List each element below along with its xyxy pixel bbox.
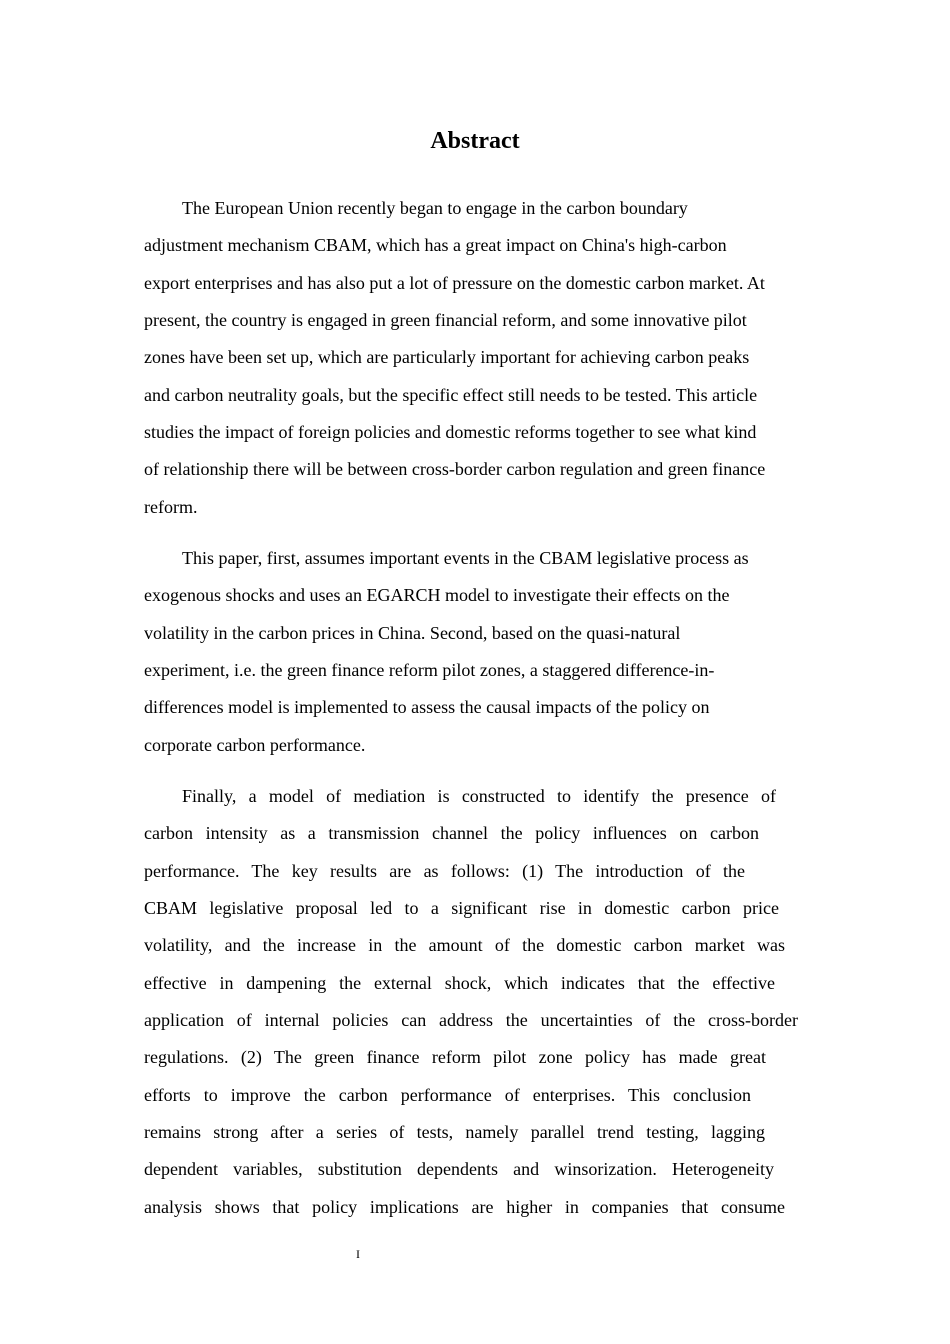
page-number: I xyxy=(356,1247,360,1261)
text-line: application of internal policies can address the uncertainties of the cross-border xyxy=(144,1010,798,1030)
text-line: analysis shows that policy implications are higher in companies that consume xyxy=(144,1197,785,1217)
text-line: Finally, a model of mediation is constructed to identify the presence of xyxy=(182,786,776,806)
text-line: differences model is implemented to assess the causal impacts of the policy on xyxy=(144,697,710,717)
text-line: corporate carbon performance. xyxy=(144,735,366,755)
text-line: remains strong after a series of tests, namely parallel trend testing, lagging xyxy=(144,1122,765,1142)
text-line: This paper, first, assumes important events in the CBAM legislative process as xyxy=(182,548,749,568)
text-line: present, the country is engaged in green financial reform, and some innovative pilot xyxy=(144,310,747,330)
text-line: performance. The key results are as follows: (1) The introduction of the xyxy=(144,861,745,881)
text-line: zones have been set up, which are particularly important for achieving carbon peaks xyxy=(144,347,750,367)
text-line: regulations. (2) The green finance reform pilot zone policy has made great xyxy=(144,1047,766,1067)
text-line: efforts to improve the carbon performance of enterprises. This conclusion xyxy=(144,1085,751,1105)
text-line: reform. xyxy=(144,497,198,517)
text-line: of relationship there will be between cross-border carbon regulation and green finance xyxy=(144,459,766,479)
text-line: experiment, i.e. the green finance reform pilot zones, a staggered difference-in- xyxy=(144,660,715,680)
text-line: effective in dampening the external shock, which indicates that the effective xyxy=(144,973,775,993)
text-line: volatility, and the increase in the amount of the domestic carbon market was xyxy=(144,935,785,955)
text-line: The European Union recently began to engage in the carbon boundary xyxy=(182,198,688,218)
text-line: and carbon neutrality goals, but the specific effect still needs to be tested. This article xyxy=(144,385,758,405)
text-line: CBAM legislative proposal led to a significant rise in domestic carbon price xyxy=(144,898,779,918)
text-line: studies the impact of foreign policies and domestic reforms together to see what kind xyxy=(144,422,757,442)
text-line: carbon intensity as a transmission channel the policy influences on carbon xyxy=(144,823,759,843)
text-line: volatility in the carbon prices in China. Second, based on the quasi-natural xyxy=(144,623,681,643)
text-line: exogenous shocks and uses an EGARCH model to investigate their effects on the xyxy=(144,585,730,605)
abstract-title: Abstract xyxy=(430,128,520,154)
text-line: dependent variables, substitution dependents and winsorization. Heterogeneity xyxy=(144,1159,774,1179)
text-line: export enterprises and has also put a lot of pressure on the domestic carbon market. At xyxy=(144,273,765,293)
text-line: adjustment mechanism CBAM, which has a great impact on China's high-carbon xyxy=(144,235,727,255)
